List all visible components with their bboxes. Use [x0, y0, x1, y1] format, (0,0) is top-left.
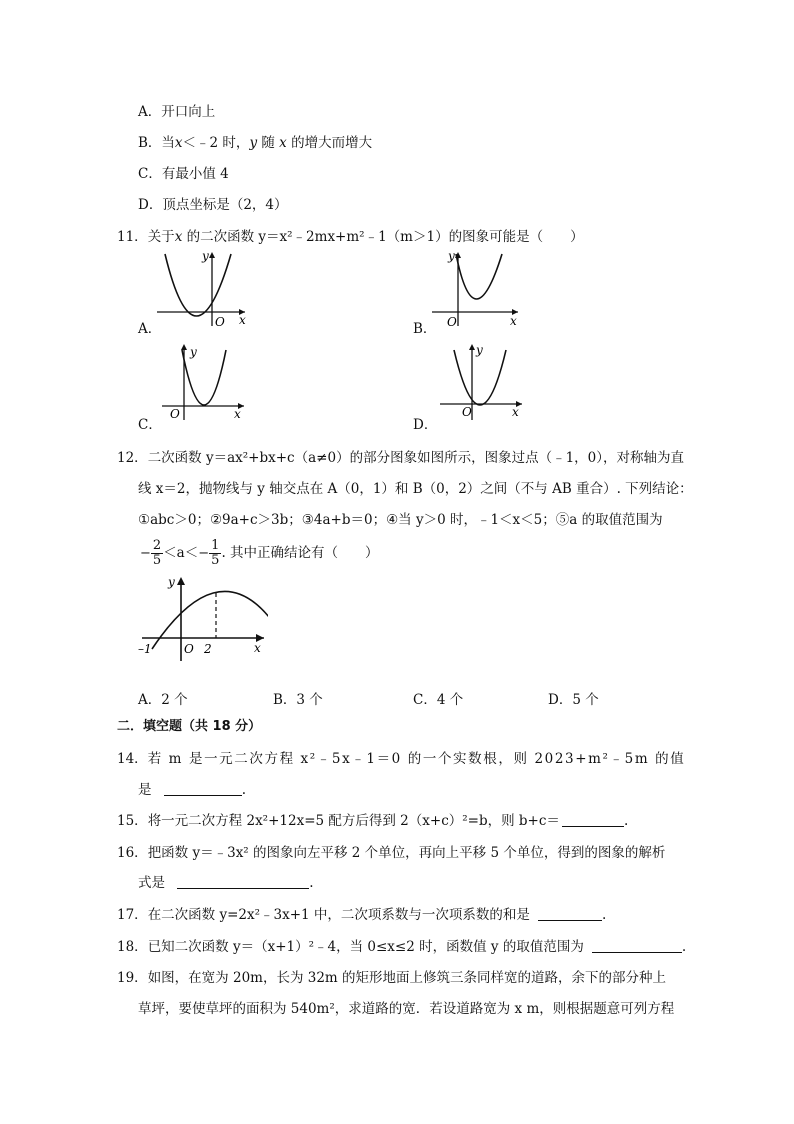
origin-label: O	[215, 315, 225, 329]
origin-label: O	[170, 407, 180, 421]
q18-line	[117, 937, 686, 957]
q16-line1	[117, 843, 665, 863]
option-text: 随	[257, 135, 280, 151]
period: .	[309, 875, 314, 891]
answer-blank[interactable]	[538, 906, 602, 921]
question-number: 19．	[117, 970, 148, 986]
stem-text: 是	[138, 782, 152, 798]
option-text: 当	[161, 135, 175, 151]
axis-y-label: y	[202, 249, 209, 263]
option-text: 开口向上	[161, 104, 216, 120]
q11-graph-c	[160, 342, 250, 428]
q12-option-a: A．2 个	[138, 692, 188, 708]
option-label: B．	[138, 135, 162, 151]
stem-text: 关于	[147, 229, 175, 245]
option-text: 顶点坐标是（2，4）	[162, 197, 288, 213]
q11-option-a-label: A．	[138, 321, 162, 337]
question-number: 17．	[117, 907, 148, 923]
fraction-numerator: 1	[211, 538, 220, 553]
option-text: 的增大而增大	[286, 135, 373, 151]
axis-x-label: x	[234, 407, 241, 421]
stem-text: 式是	[138, 875, 165, 891]
axis-y-label: y	[476, 343, 483, 357]
stem-text: 的二次函数	[182, 229, 259, 245]
question-number: 16．	[117, 845, 148, 861]
q11-graph-a	[155, 248, 250, 334]
q12-option-b: B．3 个	[273, 692, 323, 708]
q11-stem	[117, 227, 584, 247]
answer-blank[interactable]	[562, 812, 624, 827]
axis-y-label: y	[448, 249, 455, 263]
stem-text: 将一元二次方程 2x²+12x=5 配方后得到 2（x+c）²=b，则 b+c＝	[147, 813, 560, 829]
var-x: x	[174, 135, 183, 151]
q10-option-c	[138, 164, 229, 184]
answer-blank[interactable]	[592, 938, 682, 953]
axis-y-label: y	[168, 575, 175, 589]
axis-x-label: x	[510, 314, 517, 328]
q11-option-d-label: D．	[413, 417, 438, 433]
axis-x-label: x	[239, 313, 246, 327]
origin-label: O	[447, 315, 457, 329]
question-number: 15．	[117, 813, 148, 829]
axis-y-label: y	[190, 345, 197, 359]
q12-option-d: D．5 个	[548, 692, 599, 708]
stem-text: 若 m 是一元二次方程 x²﹣5x﹣1＝0 的一个实数根，则 2023+m²﹣5m 的值	[147, 751, 686, 767]
q10-option-d	[138, 195, 288, 215]
period: .	[623, 813, 629, 829]
question-number: 18．	[117, 939, 148, 955]
section-heading: 二．填空题（共 18 分）	[117, 719, 262, 734]
answer-blank[interactable]	[177, 874, 309, 889]
q16-line2	[138, 873, 314, 893]
q19-line2: 草坪，要使草坪的面积为 540m²，求道路的宽．若设道路宽为 x m，则根据题意可列方程	[138, 1001, 675, 1017]
q11-graph-d	[438, 342, 528, 428]
q14-line2	[138, 780, 246, 800]
period: .	[241, 782, 247, 798]
option-label: C．	[138, 166, 162, 182]
q17-line	[117, 905, 606, 925]
tick-two: 2	[204, 642, 212, 656]
q11-option-b-label: B．	[413, 321, 437, 337]
stem-text: . 其中正确结论有（ ）	[221, 545, 379, 561]
stem-text: 的图象可能是（ ）	[448, 229, 584, 245]
stem-text: 已知二次函数 y＝（x+1）²﹣4，当 0≤x≤2 时，函数值 y 的取值范围为	[147, 939, 584, 955]
var-y: y	[249, 135, 258, 151]
option-label: A．	[138, 104, 162, 120]
stem-text: 把函数 y＝﹣3x² 的图象向左平移 2 个单位，再向上平移 5 个单位，得到的图象的解析	[147, 845, 666, 861]
formula: y＝x²﹣2mx+m²﹣1（m＞1）	[258, 229, 449, 245]
origin-label: O	[184, 642, 194, 656]
q10-option-a	[138, 102, 215, 122]
period: .	[601, 907, 607, 923]
stem-text: 二次函数 y＝ax²+bx+c（a≠0）的部分图象如图所示，图象过点（﹣1，0），对称轴为直	[147, 450, 684, 466]
q12-stem-line3: ①abc＞0；②9a+c＞3b；③4a+b＝0；④当 y＞0 时，﹣1＜x＜5；⑤a 的取值范围为	[138, 512, 663, 528]
fraction-two-fifths	[151, 539, 163, 568]
option-text: ＜﹣2 时，	[182, 135, 250, 151]
axis-x-label: x	[254, 641, 261, 655]
q11-option-c-label: C．	[138, 417, 162, 433]
axis-x-label: x	[512, 405, 519, 419]
question-number: 14．	[117, 751, 148, 767]
tick-neg1: –1	[138, 642, 152, 656]
fraction-numerator: 2	[152, 538, 162, 553]
option-label: D．	[138, 197, 163, 213]
period: .	[681, 939, 687, 955]
question-number: 11．	[117, 229, 148, 245]
q14-line1	[117, 749, 685, 769]
q12-stem-line4: − $\frac{2}{5}$ ＜a＜− $\frac{1}{5}$ . 其中正确结论有（ ）	[140, 538, 379, 568]
var-x: x	[174, 229, 183, 245]
q12-graph	[136, 575, 268, 667]
q12-stem-line2: 线 x＝2，抛物线与 y 轴交点在 A（0，1）和 B（0，2）之间（不与 AB 重合）. 下列结论：	[138, 481, 693, 497]
option-text: 有最小值 4	[161, 166, 229, 182]
q10-option-b	[138, 133, 372, 153]
q12-stem-line1	[117, 448, 684, 468]
q15-line	[117, 811, 628, 831]
stem-text: 在二次函数 y=2x²﹣3x+1 中，二次项系数与一次项系数的和是	[147, 907, 530, 923]
answer-blank[interactable]	[164, 781, 242, 796]
q19-line1	[117, 968, 666, 988]
fraction-denominator: 5	[211, 553, 220, 568]
origin-label: O	[462, 405, 472, 419]
q11-graph-b	[430, 248, 525, 334]
q12-option-c: C．4 个	[413, 692, 464, 708]
question-number: 12．	[117, 450, 148, 466]
fraction-one-fifth	[209, 539, 221, 568]
inequality-text: ＜a＜	[163, 545, 199, 561]
stem-text: 如图，在宽为 20m，长为 32m 的矩形地面上修筑三条同样宽的道路，余下的部分种上	[147, 970, 667, 986]
var-x: x	[279, 135, 287, 151]
fraction-denominator: 5	[152, 553, 162, 568]
